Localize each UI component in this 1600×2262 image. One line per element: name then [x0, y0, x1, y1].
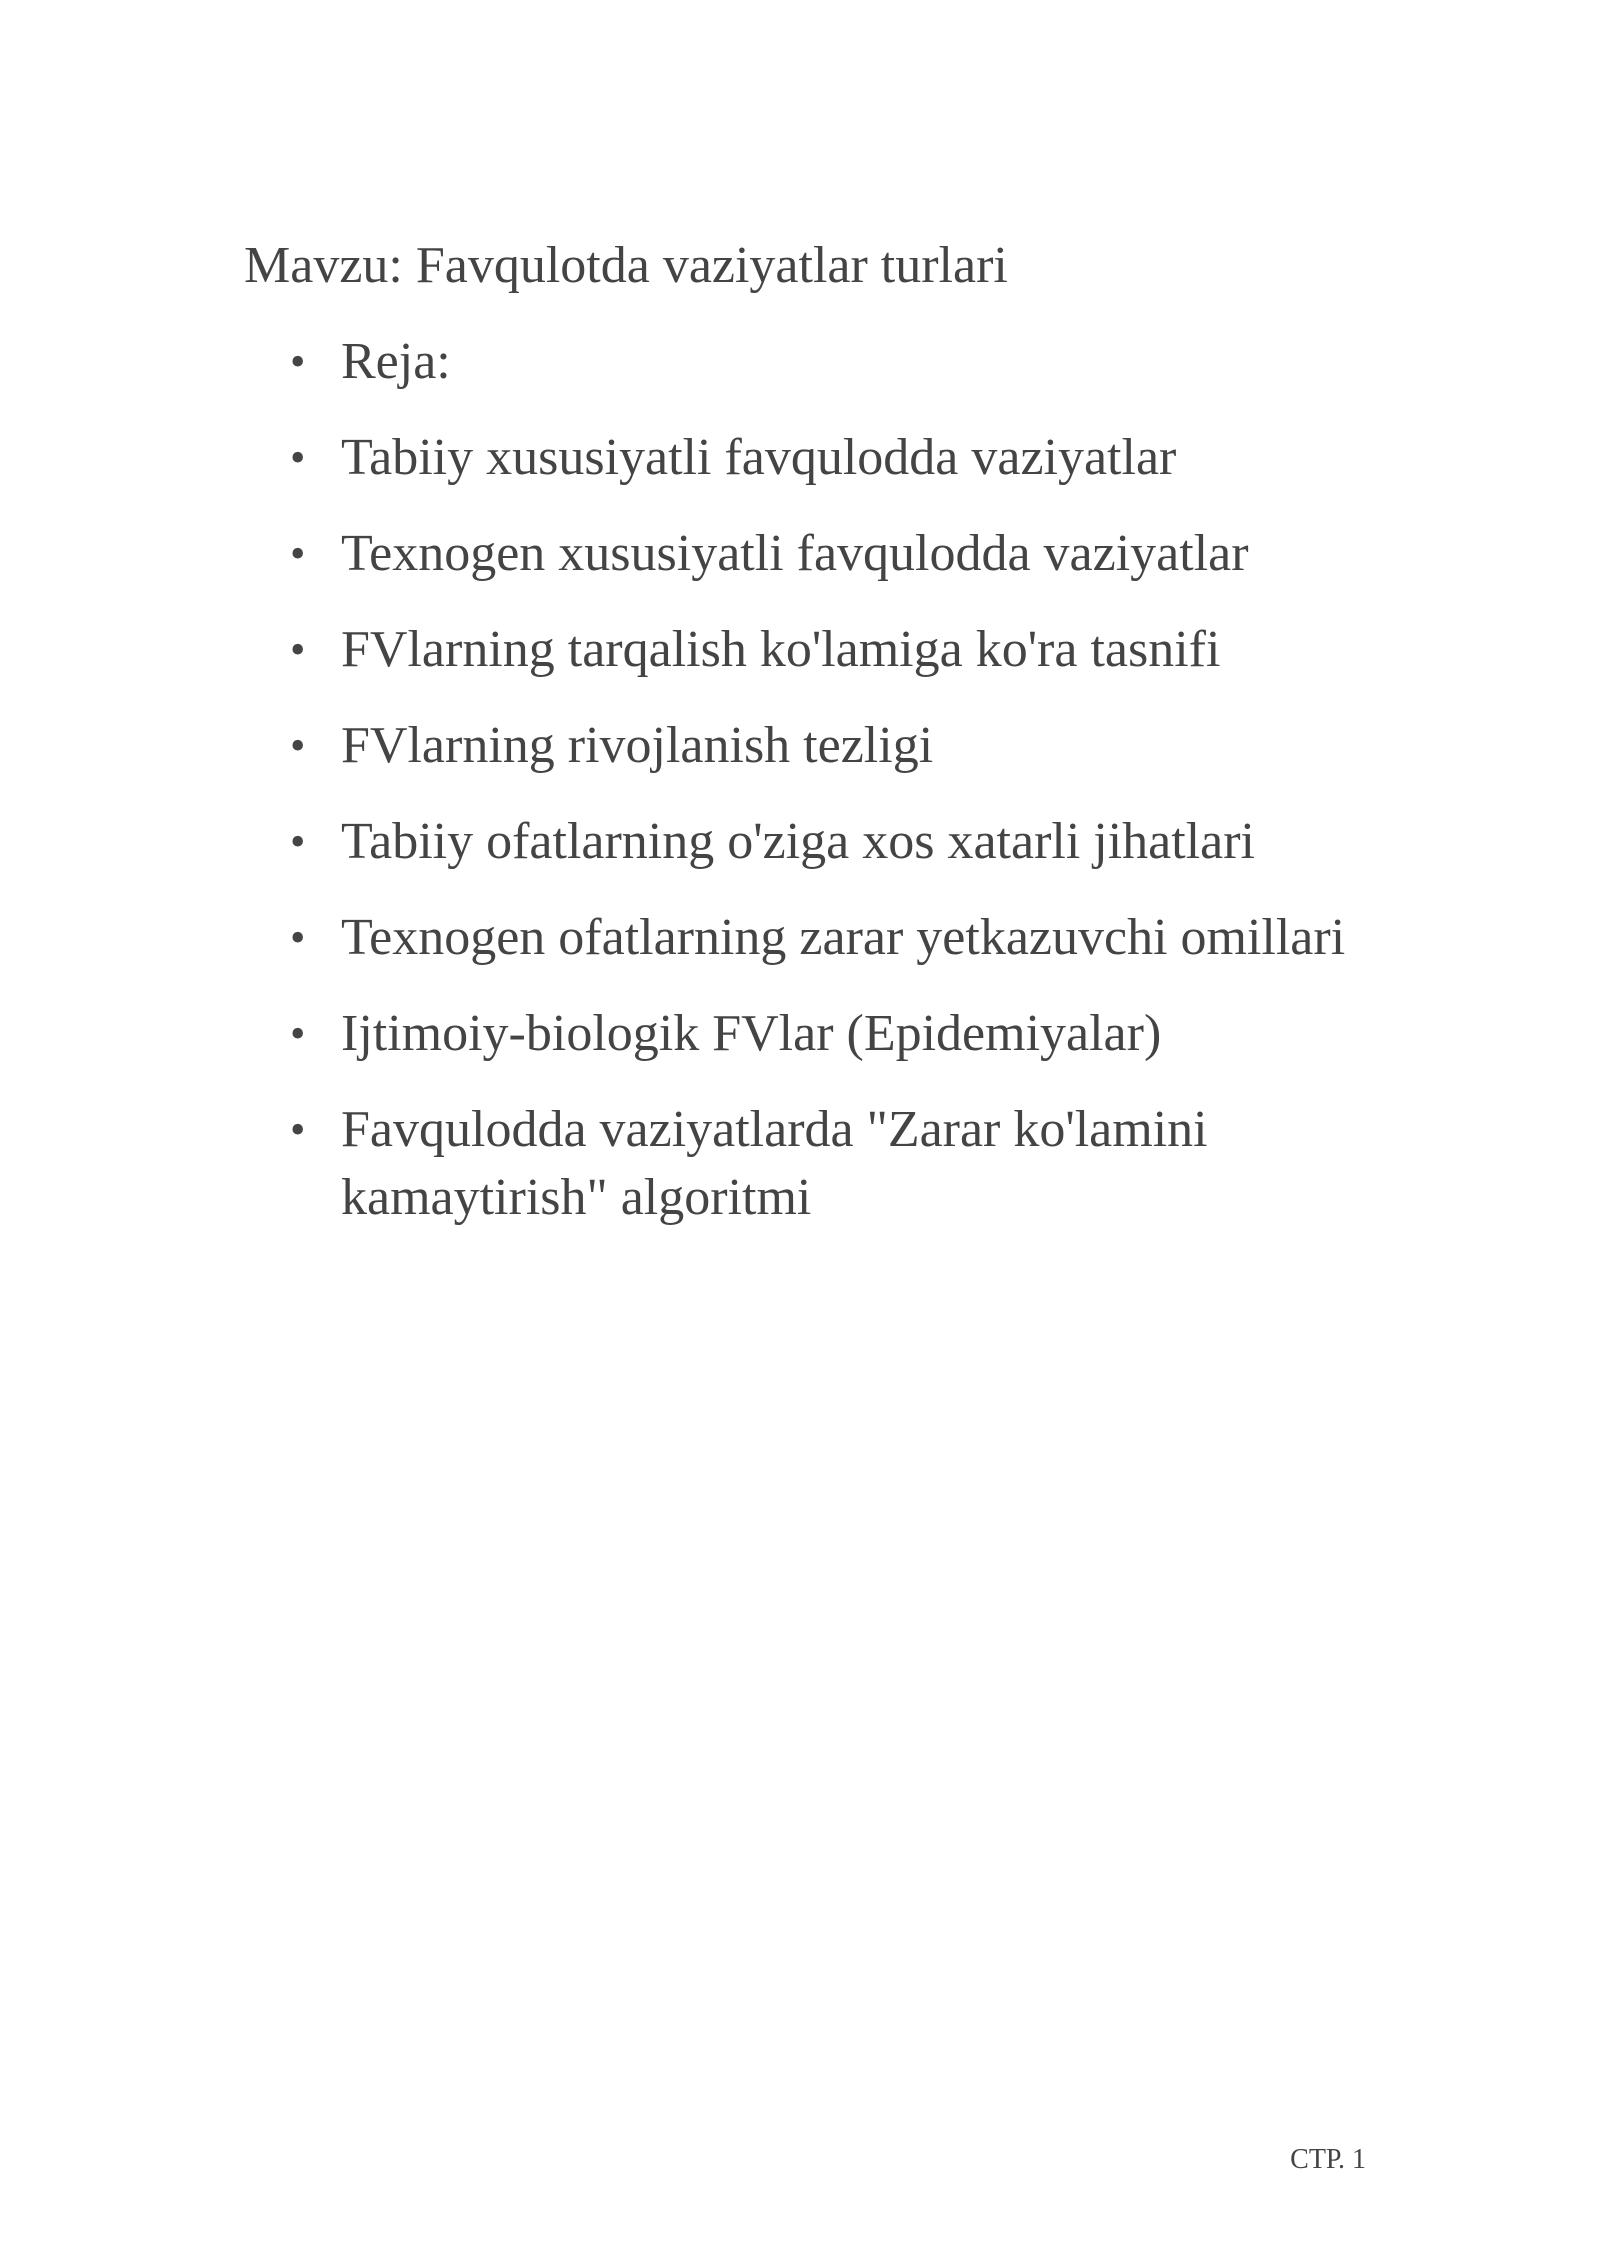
list-item	[244, 712, 1404, 780]
list-item	[244, 1000, 1404, 1068]
list-item	[244, 424, 1404, 492]
page-number: СТР. 1	[1290, 2144, 1366, 2175]
bullet-icon: •	[290, 433, 306, 482]
bullet-icon: •	[290, 625, 306, 674]
list-item	[244, 616, 1404, 684]
list-item-text: Reja:	[341, 333, 451, 390]
list-item-text: Tabiiy ofatlarning o'ziga xos xatarli jihatlari	[341, 813, 1255, 870]
list-item	[244, 904, 1404, 972]
list-item-text: Texnogen xususiyatli favqulodda vaziyatlar	[341, 525, 1249, 582]
document-title: Mavzu: Favqulotda vaziyatlar turlari	[244, 237, 1008, 294]
list-item	[244, 1096, 1404, 1232]
list-item-text: FVlarning rivojlanish tezligi	[341, 717, 934, 774]
bullet-icon: •	[290, 529, 306, 578]
list-item	[244, 328, 1404, 396]
list-item-text: Favqulodda vaziyatlarda "Zarar ko'lamini kamaytirish" algoritmi	[341, 1101, 1208, 1226]
outline-list	[244, 328, 1404, 1260]
list-item-text: FVlarning tarqalish ko'lamiga ko'ra tasnifi	[341, 621, 1221, 678]
bullet-icon: •	[290, 337, 306, 386]
list-item	[244, 808, 1404, 876]
list-item-text: Texnogen ofatlarning zarar yetkazuvchi omillari	[341, 909, 1346, 966]
bullet-icon: •	[290, 1009, 306, 1058]
bullet-icon: •	[290, 721, 306, 770]
list-item-text: Tabiiy xususiyatli favqulodda vaziyatlar	[341, 429, 1177, 486]
list-item	[244, 520, 1404, 588]
list-item-text: Ijtimoiy-biologik FVlar (Epidemiyalar)	[341, 1005, 1162, 1062]
bullet-icon: •	[290, 817, 306, 866]
bullet-icon: •	[290, 1105, 306, 1154]
bullet-icon: •	[290, 913, 306, 962]
